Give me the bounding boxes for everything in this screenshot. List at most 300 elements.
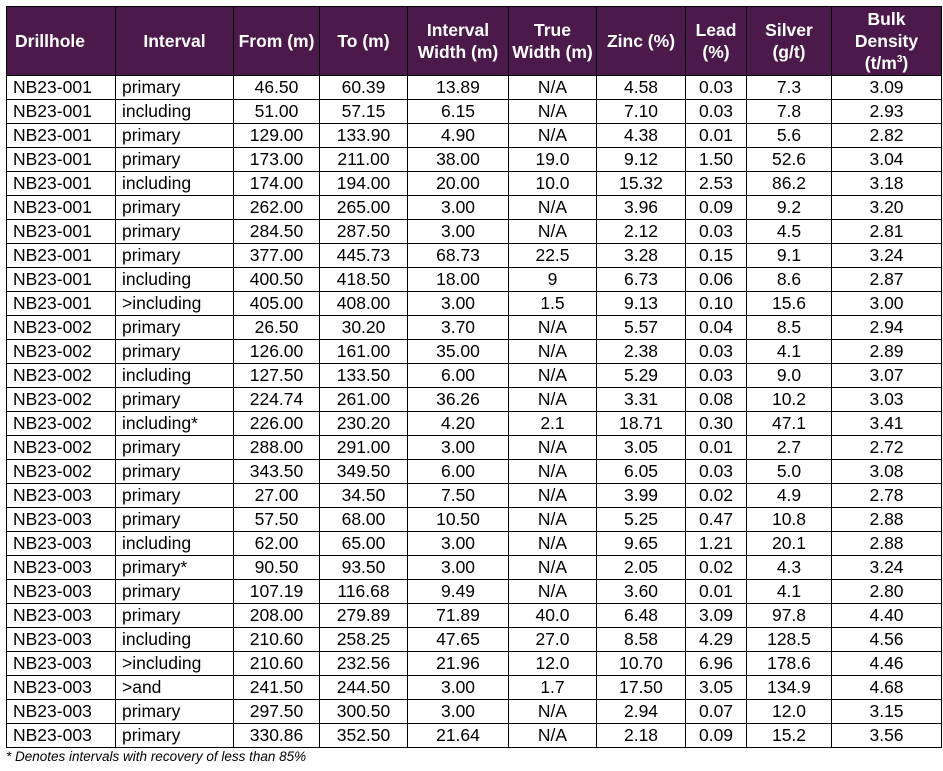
cell-from: 284.50 (234, 220, 320, 244)
cell-interval-width: 68.73 (408, 244, 509, 268)
cell-drillhole: NB23-002 (7, 364, 116, 388)
cell-lead: 0.03 (686, 460, 747, 484)
cell-drillhole: NB23-003 (7, 484, 116, 508)
cell-to: 133.90 (320, 124, 408, 148)
table-row (7, 484, 942, 508)
cell-bulk-density: 3.07 (832, 364, 942, 388)
table-body (7, 76, 942, 748)
cell-true-width: N/A (509, 532, 597, 556)
cell-interval-width: 4.90 (408, 124, 509, 148)
cell-silver: 178.6 (747, 652, 832, 676)
cell-interval-width: 7.50 (408, 484, 509, 508)
cell-lead: 0.03 (686, 340, 747, 364)
cell-lead: 0.08 (686, 388, 747, 412)
cell-lead: 3.05 (686, 676, 747, 700)
cell-silver: 10.8 (747, 508, 832, 532)
header-interval-width: Interval Width (m) (408, 7, 509, 76)
header-true-width: True Width (m) (509, 7, 597, 76)
cell-to: 116.68 (320, 580, 408, 604)
cell-interval: primary (116, 508, 234, 532)
cell-silver: 97.8 (747, 604, 832, 628)
cell-silver: 9.1 (747, 244, 832, 268)
cell-from: 27.00 (234, 484, 320, 508)
cell-lead: 0.01 (686, 436, 747, 460)
cell-true-width: N/A (509, 436, 597, 460)
cell-drillhole: NB23-003 (7, 652, 116, 676)
cell-bulk-density: 2.89 (832, 340, 942, 364)
cell-drillhole: NB23-001 (7, 244, 116, 268)
cell-interval: including (116, 364, 234, 388)
cell-zinc: 2.12 (597, 220, 686, 244)
cell-bulk-density: 2.81 (832, 220, 942, 244)
cell-drillhole: NB23-001 (7, 124, 116, 148)
cell-true-width: 19.0 (509, 148, 597, 172)
cell-lead: 0.01 (686, 580, 747, 604)
cell-interval-width: 6.00 (408, 460, 509, 484)
table-row (7, 652, 942, 676)
cell-from: 51.00 (234, 100, 320, 124)
cell-interval: primary (116, 244, 234, 268)
cell-zinc: 3.28 (597, 244, 686, 268)
cell-to: 287.50 (320, 220, 408, 244)
header-from: From (m) (234, 7, 320, 76)
cell-zinc: 9.12 (597, 148, 686, 172)
cell-true-width: N/A (509, 460, 597, 484)
cell-lead: 0.06 (686, 268, 747, 292)
cell-interval-width: 20.00 (408, 172, 509, 196)
cell-bulk-density: 3.24 (832, 244, 942, 268)
cell-silver: 4.1 (747, 340, 832, 364)
cell-bulk-density: 3.15 (832, 700, 942, 724)
cell-bulk-density: 2.88 (832, 508, 942, 532)
cell-silver: 86.2 (747, 172, 832, 196)
header-silver: Silver (g/t) (747, 7, 832, 76)
cell-interval-width: 47.65 (408, 628, 509, 652)
cell-to: 300.50 (320, 700, 408, 724)
cell-interval-width: 3.00 (408, 196, 509, 220)
cell-zinc: 6.05 (597, 460, 686, 484)
cell-from: 226.00 (234, 412, 320, 436)
cell-silver: 15.6 (747, 292, 832, 316)
table-row (7, 148, 942, 172)
cell-lead: 1.50 (686, 148, 747, 172)
cell-from: 343.50 (234, 460, 320, 484)
cell-silver: 52.6 (747, 148, 832, 172)
cell-to: 232.56 (320, 652, 408, 676)
cell-interval-width: 9.49 (408, 580, 509, 604)
cell-zinc: 10.70 (597, 652, 686, 676)
cell-bulk-density: 4.40 (832, 604, 942, 628)
cell-silver: 4.3 (747, 556, 832, 580)
cell-interval-width: 71.89 (408, 604, 509, 628)
cell-lead: 0.47 (686, 508, 747, 532)
cell-bulk-density: 2.88 (832, 532, 942, 556)
table-row (7, 316, 942, 340)
cell-drillhole: NB23-002 (7, 316, 116, 340)
cell-from: 330.86 (234, 724, 320, 748)
table-row (7, 436, 942, 460)
table-row (7, 508, 942, 532)
table-row (7, 124, 942, 148)
cell-silver: 128.5 (747, 628, 832, 652)
cell-drillhole: NB23-002 (7, 340, 116, 364)
cell-drillhole: NB23-001 (7, 292, 116, 316)
cell-lead: 0.03 (686, 220, 747, 244)
cell-zinc: 5.29 (597, 364, 686, 388)
cell-true-width: N/A (509, 124, 597, 148)
cell-silver: 47.1 (747, 412, 832, 436)
cell-to: 133.50 (320, 364, 408, 388)
cell-true-width: N/A (509, 100, 597, 124)
cell-lead: 0.30 (686, 412, 747, 436)
cell-interval-width: 13.89 (408, 76, 509, 100)
cell-drillhole: NB23-003 (7, 724, 116, 748)
cell-zinc: 7.10 (597, 100, 686, 124)
cell-lead: 0.10 (686, 292, 747, 316)
cell-zinc: 5.57 (597, 316, 686, 340)
cell-silver: 9.0 (747, 364, 832, 388)
cell-from: 46.50 (234, 76, 320, 100)
cell-true-width: N/A (509, 364, 597, 388)
cell-to: 93.50 (320, 556, 408, 580)
cell-zinc: 3.99 (597, 484, 686, 508)
cell-silver: 2.7 (747, 436, 832, 460)
cell-to: 230.20 (320, 412, 408, 436)
cell-to: 244.50 (320, 676, 408, 700)
cell-zinc: 6.73 (597, 268, 686, 292)
cell-interval: primary (116, 340, 234, 364)
cell-to: 352.50 (320, 724, 408, 748)
cell-drillhole: NB23-001 (7, 148, 116, 172)
cell-bulk-density: 2.93 (832, 100, 942, 124)
cell-lead: 0.02 (686, 556, 747, 580)
cell-drillhole: NB23-003 (7, 532, 116, 556)
cell-bulk-density: 3.03 (832, 388, 942, 412)
cell-lead: 1.21 (686, 532, 747, 556)
cell-interval: primary (116, 484, 234, 508)
cell-lead: 0.07 (686, 700, 747, 724)
table-row (7, 172, 942, 196)
table-row (7, 556, 942, 580)
cell-true-width: N/A (509, 508, 597, 532)
table-row (7, 100, 942, 124)
cell-interval-width: 10.50 (408, 508, 509, 532)
cell-lead: 0.09 (686, 724, 747, 748)
cell-zinc: 5.25 (597, 508, 686, 532)
cell-from: 107.19 (234, 580, 320, 604)
cell-interval: primary (116, 724, 234, 748)
cell-drillhole: NB23-001 (7, 220, 116, 244)
cell-interval: primary (116, 148, 234, 172)
cell-true-width: 1.7 (509, 676, 597, 700)
cell-drillhole: NB23-003 (7, 508, 116, 532)
table-row (7, 220, 942, 244)
table-header (7, 7, 942, 76)
table-row (7, 676, 942, 700)
cell-interval: primary (116, 316, 234, 340)
header-zinc: Zinc (%) (597, 7, 686, 76)
cell-drillhole: NB23-003 (7, 700, 116, 724)
cell-interval: primary (116, 436, 234, 460)
cell-to: 60.39 (320, 76, 408, 100)
cell-interval-width: 38.00 (408, 148, 509, 172)
table-row (7, 364, 942, 388)
cell-zinc: 2.38 (597, 340, 686, 364)
cell-from: 90.50 (234, 556, 320, 580)
cell-zinc: 3.96 (597, 196, 686, 220)
cell-bulk-density: 2.78 (832, 484, 942, 508)
cell-to: 34.50 (320, 484, 408, 508)
cell-interval: including* (116, 412, 234, 436)
cell-lead: 4.29 (686, 628, 747, 652)
cell-drillhole: NB23-001 (7, 196, 116, 220)
cell-silver: 7.3 (747, 76, 832, 100)
cell-from: 288.00 (234, 436, 320, 460)
cell-true-width: N/A (509, 388, 597, 412)
cell-interval-width: 3.00 (408, 532, 509, 556)
cell-interval: including (116, 100, 234, 124)
cell-to: 30.20 (320, 316, 408, 340)
table-row (7, 292, 942, 316)
cell-lead: 6.96 (686, 652, 747, 676)
cell-bulk-density: 4.56 (832, 628, 942, 652)
cell-drillhole: NB23-003 (7, 556, 116, 580)
cell-interval-width: 6.00 (408, 364, 509, 388)
cell-bulk-density: 2.72 (832, 436, 942, 460)
cell-bulk-density: 3.18 (832, 172, 942, 196)
cell-silver: 5.6 (747, 124, 832, 148)
cell-zinc: 2.94 (597, 700, 686, 724)
cell-from: 126.00 (234, 340, 320, 364)
cell-from: 405.00 (234, 292, 320, 316)
cell-to: 261.00 (320, 388, 408, 412)
cell-bulk-density: 3.08 (832, 460, 942, 484)
cell-bulk-density: 3.00 (832, 292, 942, 316)
header-lead: Lead (%) (686, 7, 747, 76)
cell-zinc: 4.38 (597, 124, 686, 148)
cell-interval-width: 3.00 (408, 292, 509, 316)
cell-lead: 0.03 (686, 100, 747, 124)
cell-interval-width: 36.26 (408, 388, 509, 412)
cell-from: 208.00 (234, 604, 320, 628)
cell-to: 349.50 (320, 460, 408, 484)
cell-interval: primary (116, 388, 234, 412)
cell-to: 211.00 (320, 148, 408, 172)
cell-lead: 0.09 (686, 196, 747, 220)
cell-interval: primary (116, 76, 234, 100)
cell-silver: 8.6 (747, 268, 832, 292)
cell-from: 129.00 (234, 124, 320, 148)
cell-to: 408.00 (320, 292, 408, 316)
cell-from: 57.50 (234, 508, 320, 532)
cell-zinc: 15.32 (597, 172, 686, 196)
cell-drillhole: NB23-001 (7, 76, 116, 100)
cell-true-width: 27.0 (509, 628, 597, 652)
cell-drillhole: NB23-001 (7, 100, 116, 124)
cell-lead: 3.09 (686, 604, 747, 628)
cell-true-width: N/A (509, 196, 597, 220)
cell-interval: primary (116, 124, 234, 148)
cell-interval: primary (116, 700, 234, 724)
cell-true-width: 22.5 (509, 244, 597, 268)
table-row (7, 388, 942, 412)
drill-results-table (6, 6, 942, 748)
cell-interval-width: 18.00 (408, 268, 509, 292)
cell-bulk-density: 3.41 (832, 412, 942, 436)
cell-true-width: N/A (509, 340, 597, 364)
cell-silver: 9.2 (747, 196, 832, 220)
cell-from: 400.50 (234, 268, 320, 292)
cell-lead: 0.02 (686, 484, 747, 508)
cell-interval: primary* (116, 556, 234, 580)
cell-true-width: N/A (509, 700, 597, 724)
cell-bulk-density: 3.04 (832, 148, 942, 172)
cell-silver: 4.5 (747, 220, 832, 244)
cell-to: 291.00 (320, 436, 408, 460)
cell-interval: primary (116, 220, 234, 244)
cell-true-width: 9 (509, 268, 597, 292)
cell-bulk-density: 2.87 (832, 268, 942, 292)
cell-to: 258.25 (320, 628, 408, 652)
cell-interval: primary (116, 580, 234, 604)
cell-silver: 20.1 (747, 532, 832, 556)
cell-true-width: 12.0 (509, 652, 597, 676)
cell-interval: >including (116, 652, 234, 676)
cell-zinc: 2.05 (597, 556, 686, 580)
cell-to: 57.15 (320, 100, 408, 124)
results-table-container (6, 6, 942, 748)
cell-true-width: N/A (509, 316, 597, 340)
cell-silver: 134.9 (747, 676, 832, 700)
cell-bulk-density: 2.94 (832, 316, 942, 340)
cell-from: 26.50 (234, 316, 320, 340)
cell-interval-width: 35.00 (408, 340, 509, 364)
cell-lead: 0.01 (686, 124, 747, 148)
table-row (7, 532, 942, 556)
table-row (7, 196, 942, 220)
cell-bulk-density: 3.09 (832, 76, 942, 100)
cell-true-width: 10.0 (509, 172, 597, 196)
cell-silver: 4.1 (747, 580, 832, 604)
cell-silver: 10.2 (747, 388, 832, 412)
cell-zinc: 2.18 (597, 724, 686, 748)
cell-interval: including (116, 172, 234, 196)
cell-silver: 7.8 (747, 100, 832, 124)
cell-bulk-density: 4.68 (832, 676, 942, 700)
cell-interval: >and (116, 676, 234, 700)
cell-lead: 0.03 (686, 364, 747, 388)
cell-zinc: 9.65 (597, 532, 686, 556)
cell-interval: primary (116, 604, 234, 628)
cell-silver: 5.0 (747, 460, 832, 484)
cell-silver: 4.9 (747, 484, 832, 508)
table-row (7, 340, 942, 364)
cell-drillhole: NB23-002 (7, 460, 116, 484)
cell-true-width: 40.0 (509, 604, 597, 628)
cell-interval: including (116, 628, 234, 652)
cell-to: 65.00 (320, 532, 408, 556)
cell-drillhole: NB23-003 (7, 580, 116, 604)
cell-true-width: 1.5 (509, 292, 597, 316)
cell-bulk-density: 4.46 (832, 652, 942, 676)
cell-true-width: N/A (509, 484, 597, 508)
cell-from: 127.50 (234, 364, 320, 388)
cell-from: 210.60 (234, 628, 320, 652)
table-row (7, 700, 942, 724)
cell-zinc: 4.58 (597, 76, 686, 100)
cell-lead: 0.15 (686, 244, 747, 268)
cell-bulk-density: 3.56 (832, 724, 942, 748)
cell-drillhole: NB23-003 (7, 604, 116, 628)
cell-interval: including (116, 532, 234, 556)
cell-silver: 8.5 (747, 316, 832, 340)
cell-zinc: 3.31 (597, 388, 686, 412)
cell-drillhole: NB23-002 (7, 412, 116, 436)
cell-interval-width: 3.00 (408, 436, 509, 460)
cell-interval: primary (116, 460, 234, 484)
cell-interval-width: 3.00 (408, 556, 509, 580)
footnote: * Denotes intervals with recovery of less than 85% (6, 749, 307, 764)
table-row (7, 268, 942, 292)
cell-to: 194.00 (320, 172, 408, 196)
cell-silver: 15.2 (747, 724, 832, 748)
cell-bulk-density: 2.82 (832, 124, 942, 148)
cell-zinc: 6.48 (597, 604, 686, 628)
header-bulk-density: Bulk Density $(t/m^3)$ (832, 7, 942, 76)
cell-drillhole: NB23-003 (7, 676, 116, 700)
table-row (7, 412, 942, 436)
cell-zinc: 3.05 (597, 436, 686, 460)
cell-interval-width: 21.64 (408, 724, 509, 748)
cell-zinc: 18.71 (597, 412, 686, 436)
cell-to: 445.73 (320, 244, 408, 268)
cell-interval-width: 3.70 (408, 316, 509, 340)
cell-from: 62.00 (234, 532, 320, 556)
cell-drillhole: NB23-002 (7, 388, 116, 412)
cell-bulk-density: 3.24 (832, 556, 942, 580)
cell-lead: 2.53 (686, 172, 747, 196)
cell-true-width: N/A (509, 580, 597, 604)
cell-interval: primary (116, 196, 234, 220)
cell-zinc: 9.13 (597, 292, 686, 316)
cell-true-width: 2.1 (509, 412, 597, 436)
cell-silver: 12.0 (747, 700, 832, 724)
cell-to: 68.00 (320, 508, 408, 532)
cell-true-width: N/A (509, 76, 597, 100)
cell-drillhole: NB23-001 (7, 268, 116, 292)
cell-zinc: 3.60 (597, 580, 686, 604)
cell-lead: 0.03 (686, 76, 747, 100)
cell-to: 418.50 (320, 268, 408, 292)
cell-interval-width: 21.96 (408, 652, 509, 676)
cell-true-width: N/A (509, 724, 597, 748)
header-interval: Interval (116, 7, 234, 76)
cell-from: 173.00 (234, 148, 320, 172)
cell-bulk-density: 3.20 (832, 196, 942, 220)
cell-to: 279.89 (320, 604, 408, 628)
header-to: To (m) (320, 7, 408, 76)
cell-to: 161.00 (320, 340, 408, 364)
cell-interval-width: 3.00 (408, 676, 509, 700)
cell-bulk-density: 2.80 (832, 580, 942, 604)
cell-lead: 0.04 (686, 316, 747, 340)
cell-from: 377.00 (234, 244, 320, 268)
cell-from: 297.50 (234, 700, 320, 724)
cell-from: 174.00 (234, 172, 320, 196)
cell-interval: including (116, 268, 234, 292)
table-row (7, 604, 942, 628)
cell-from: 241.50 (234, 676, 320, 700)
